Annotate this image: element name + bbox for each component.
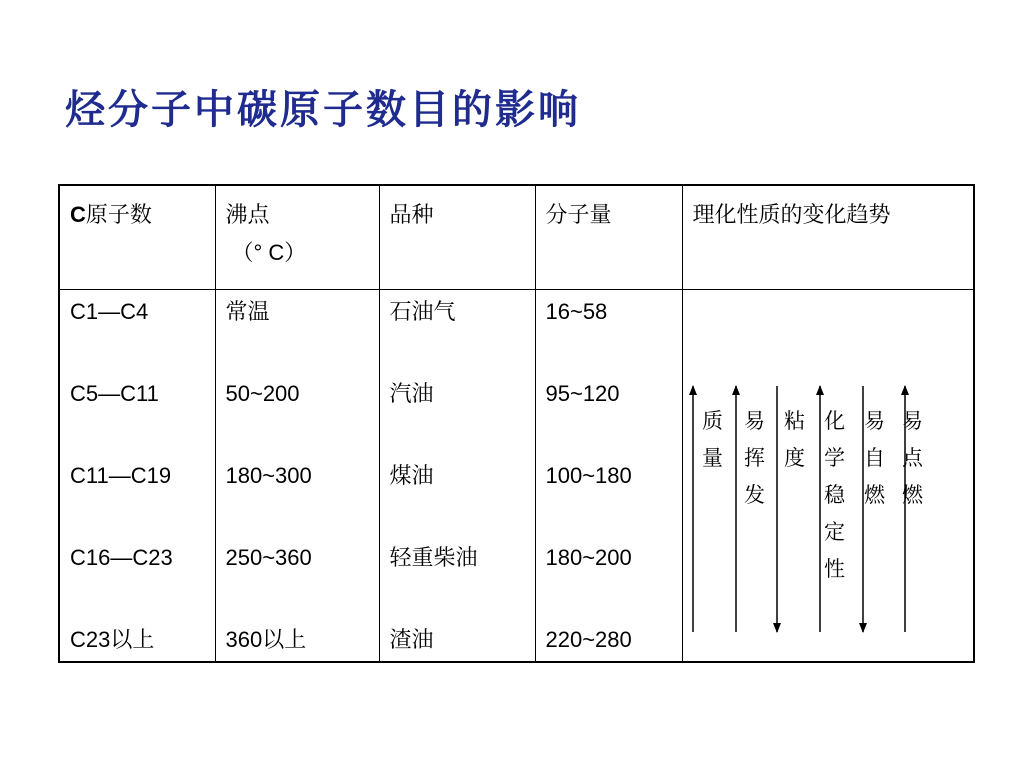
molecular-weight-cell: 16~58 (545, 299, 608, 324)
trend-cell (682, 290, 974, 663)
trend-label (861, 403, 889, 514)
carbon-number-cell: C5—C11 (70, 381, 159, 406)
trend-label (899, 403, 927, 514)
variety-column (379, 290, 535, 663)
hydrocarbon-table (58, 184, 975, 663)
molecular-weight-cell: 95~120 (545, 381, 620, 406)
arrow-up-icon (816, 385, 824, 395)
boiling-point-cell: 50~200 (225, 381, 300, 406)
header-trend: 理化性质的变化趋势 (682, 185, 974, 290)
variety-cell: 轻重柴油 (389, 545, 478, 570)
boiling-point-cell: 250~360 (225, 545, 312, 570)
trend-label (699, 403, 727, 477)
carbon-number-cell: C11—C19 (70, 463, 172, 488)
trend-label-text: 粘 度 (784, 410, 805, 470)
variety-cell: 汽油 (389, 381, 434, 406)
trend-label-text: 易 挥 发 (744, 410, 765, 507)
header-carbon-rest: 原子数 (85, 202, 152, 227)
trend-label (741, 403, 769, 514)
boiling-point-cell: 360以上 (225, 627, 307, 652)
arrow-down-icon (773, 623, 781, 633)
header-variety: 品种 (379, 185, 535, 290)
carbon-number-cell: C23以上 (70, 627, 155, 652)
molecular-weight-cell: 100~180 (545, 463, 632, 488)
arrow-down-icon (859, 623, 867, 633)
arrow-up-icon (732, 385, 740, 395)
variety-cell: 煤油 (389, 463, 434, 488)
trend-area (683, 290, 975, 661)
carbon-number-cell: C1—C4 (70, 299, 149, 324)
trend-label-text: 化 学 稳 定 性 (824, 410, 845, 581)
trend-label-text: 易 点 燃 (902, 410, 923, 507)
variety-cell: 渣油 (389, 627, 434, 652)
table-row (59, 290, 974, 663)
carbon-number-cell: C16—C23 (70, 545, 173, 570)
boiling-point-column (215, 290, 379, 663)
trend-label (781, 403, 809, 477)
header-boiling-unit: （° C） (231, 240, 307, 265)
header-carbon-prefix: C (70, 202, 86, 227)
variety-cell: 石油气 (389, 299, 456, 324)
boiling-point-cell: 常温 (225, 299, 270, 324)
header-row (59, 185, 974, 290)
trend-label-text: 易 自 燃 (864, 410, 885, 507)
molecular-weight-column (535, 290, 682, 663)
molecular-weight-cell: 220~280 (545, 627, 632, 652)
trend-label (821, 403, 849, 588)
header-carbon-number (59, 185, 215, 290)
trend-label-text: 质 量 (702, 410, 723, 470)
header-molecular-weight: 分子量 (535, 185, 682, 290)
arrow-up-icon (901, 385, 909, 395)
molecular-weight-cell: 180~200 (545, 545, 632, 570)
boiling-point-cell: 180~300 (225, 463, 312, 488)
header-boiling-point (215, 185, 379, 290)
slide-title: 烃分子中碳原子数目的影响 (65, 86, 581, 133)
arrow-up-icon (689, 385, 697, 395)
header-boiling-label: 沸点 (225, 202, 270, 227)
carbon-number-column (59, 290, 215, 663)
